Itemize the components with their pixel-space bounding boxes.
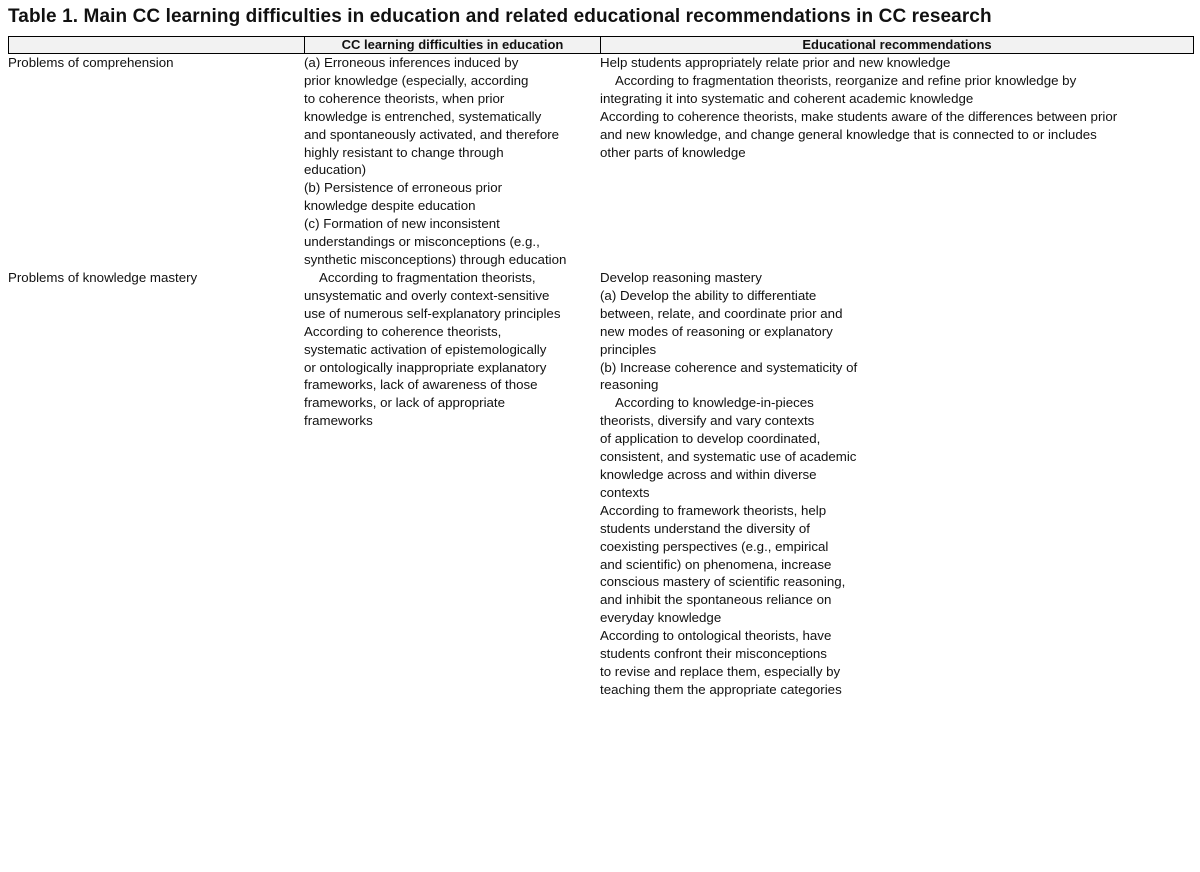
cell-line: contexts	[600, 484, 650, 500]
cell-line: and new knowledge, and change general knowledge that is connected to or includes	[600, 126, 1097, 142]
table-row	[8, 269, 1194, 699]
recommendations-cell	[600, 269, 1194, 699]
cell-line: integrating it into systematic and coherent academic knowledge	[600, 90, 974, 106]
cell-line: theorists, diversify and vary contexts	[600, 413, 815, 429]
cell-line: and inhibit the spontaneous reliance on	[600, 592, 832, 608]
cell-line: new modes of reasoning or explanatory	[600, 323, 833, 339]
cell-line: (a) Erroneous inferences induced by	[304, 55, 519, 70]
cell-line: coexisting perspectives (e.g., empirical	[600, 538, 829, 554]
category-label: Problems of comprehension	[8, 55, 174, 70]
category-cell	[8, 54, 304, 269]
cell-line: to coherence theorists, when prior	[304, 90, 505, 106]
cell-line: According to fragmentation theorists, reorganize and refine prior knowledge by	[615, 72, 1077, 88]
cell-line: teaching them the appropriate categories	[600, 681, 842, 697]
cell-line: (b) Persistence of erroneous prior	[304, 180, 503, 196]
cell-line: use of numerous self-explanatory principles	[304, 305, 561, 321]
cell-line: and scientific) on phenomena, increase	[600, 556, 832, 572]
table-title: Table 1. Main CC learning difficulties in education and related educational recommendations in CC research	[8, 6, 992, 27]
header-cell-recommendations: Educational recommendations	[802, 37, 992, 52]
difficulties-cell	[304, 269, 600, 699]
cell-line: According to ontological theorists, have	[600, 628, 832, 644]
cell-line: According to framework theorists, help	[600, 502, 827, 518]
cell-line: synthetic misconceptions) through education	[304, 251, 567, 267]
header-cell-category	[9, 37, 305, 53]
cell-line: systematic activation of epistemologically	[304, 341, 547, 357]
cell-line: Develop reasoning mastery	[600, 270, 762, 285]
difficulties-table	[8, 36, 1194, 699]
cell-line: other parts of knowledge	[600, 144, 746, 160]
cell-line: conscious mastery of scientific reasoning,	[600, 574, 846, 590]
recommendations-cell	[600, 54, 1194, 269]
cell-line: students confront their misconceptions	[600, 646, 827, 662]
cell-line: everyday knowledge	[600, 610, 722, 626]
cell-line: According to coherence theorists, make students aware of the differences between prior	[600, 108, 1118, 124]
header-cell-difficulties: CC learning difficulties in education	[305, 37, 601, 53]
cell-line: frameworks, or lack of appropriate	[304, 395, 506, 411]
cell-line: According to coherence theorists,	[304, 323, 502, 339]
cell-line: Help students appropriately relate prior and new knowledge	[600, 55, 951, 70]
cell-line: (b) Increase coherence and systematicity of	[600, 359, 858, 375]
difficulties-cell	[304, 54, 600, 269]
cell-line: principles	[600, 341, 657, 357]
cell-line: (c) Formation of new inconsistent	[304, 216, 500, 232]
cell-line: students understand the diversity of	[600, 520, 810, 536]
cell-line: consistent, and systematic use of academic	[600, 449, 857, 465]
cell-line: (a) Develop the ability to differentiate	[600, 287, 817, 303]
cell-line: understandings or misconceptions (e.g.,	[304, 234, 540, 250]
cell-line: and spontaneously activated, and therefore	[304, 126, 560, 142]
cell-line: highly resistant to change through	[304, 144, 504, 160]
table-row	[8, 54, 1194, 269]
cell-line: prior knowledge (especially, according	[304, 72, 529, 88]
cell-line: knowledge despite education	[304, 198, 476, 214]
cell-line: According to fragmentation theorists,	[319, 270, 536, 285]
cell-line: frameworks	[304, 413, 373, 429]
cell-line: education)	[304, 162, 367, 178]
cell-line: to revise and replace them, especially by	[600, 663, 841, 679]
cell-line: of application to develop coordinated,	[600, 431, 821, 447]
cell-line: or ontologically inappropriate explanatory	[304, 359, 547, 375]
cell-line: unsystematic and overly context-sensitive	[304, 287, 550, 303]
cell-line: According to knowledge-in-pieces	[615, 395, 814, 411]
table-header-row	[8, 36, 1194, 54]
category-cell	[8, 269, 304, 699]
cell-line: knowledge is entrenched, systematically	[304, 108, 542, 124]
cell-line: knowledge across and within diverse	[600, 466, 817, 482]
cell-line: between, relate, and coordinate prior and	[600, 305, 843, 321]
cell-line: reasoning	[600, 377, 659, 393]
category-label: Problems of knowledge mastery	[8, 270, 198, 285]
cell-line: frameworks, lack of awareness of those	[304, 377, 538, 393]
